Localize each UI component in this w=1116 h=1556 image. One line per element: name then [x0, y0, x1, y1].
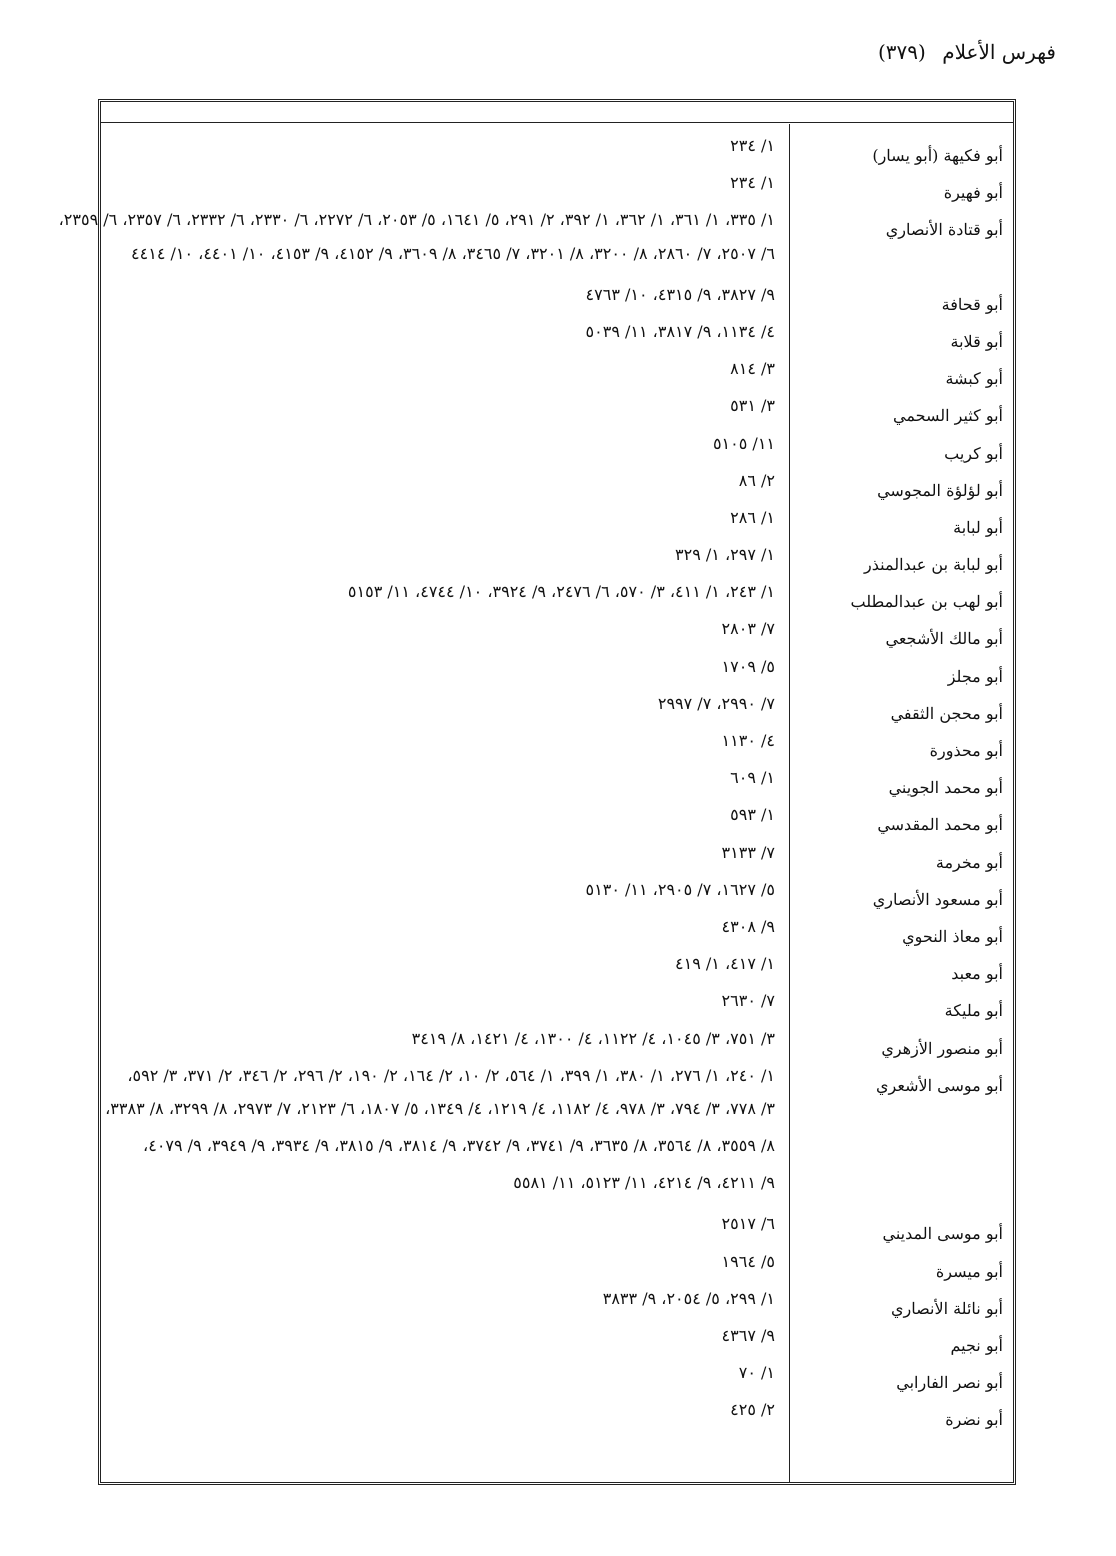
entry-name: أبو نضرة [945, 1410, 1003, 1430]
index-entry [58, 204, 1013, 241]
index-entry [101, 502, 1013, 539]
entry-references: ١/ ٢٨٦ [730, 507, 775, 527]
index-entry [101, 428, 1013, 465]
entry-references: ٨/ ٣٥٥٩، ٨/ ٣٥٦٤، ٨/ ٣٦٣٥، ٩/ ٣٧٤١، ٩/ ٣٧٤٢، ٩/ ٣٨١٤، ٩/ ٣٨١٥، ٩/ ٣٩٣٤، ٩/ ٣٩٤٩، ٩/ ٤٠٧٩، [143, 1136, 775, 1156]
index-entry [101, 167, 1013, 204]
page-header [878, 40, 1056, 64]
entry-references: ٢/ ٤٢٥ [730, 1400, 775, 1420]
index-entry [101, 837, 1013, 874]
page-title: فهرس الأعلام [942, 40, 1056, 64]
index-entry [101, 762, 1013, 799]
index-entry [101, 1171, 1013, 1208]
entry-references: ١١/ ٥١٠٥ [712, 433, 775, 453]
entry-name: أبو مخرمة [935, 852, 1003, 872]
entry-name: أبو فكيهة (أبو يسار) [872, 146, 1003, 165]
index-entry [101, 465, 1013, 502]
entry-references: ٤/ ١١٣٠ [721, 731, 775, 750]
entry-name: أبو لؤلؤة المجوسي [877, 480, 1003, 500]
entry-name: أبو قحافة [941, 294, 1003, 314]
entry-name: أبو قلابة [950, 331, 1003, 351]
index-entry [101, 390, 1013, 427]
entry-name: أبو مليكة [944, 1001, 1003, 1021]
entry-references: ٩/ ٤٣٠٨ [721, 916, 775, 936]
entry-name: أبو نصر الفارابي [896, 1373, 1003, 1393]
index-entry [101, 725, 1013, 762]
entry-references: ١/ ٢٩٩، ٥/ ٢٠٥٤، ٩/ ٣٨٣٣ [602, 1288, 775, 1308]
index-entry [101, 688, 1013, 725]
entry-references: ٦/ ٢٥١٧ [721, 1214, 775, 1234]
entry-references: ٣/ ٥٣١ [730, 396, 775, 416]
index-entry [101, 1246, 1013, 1283]
index-entry [101, 1023, 1013, 1060]
entry-name: أبو فهيرة [943, 183, 1003, 203]
entry-name: أبو محمد المقدسي [877, 815, 1003, 835]
index-entry [101, 316, 1013, 353]
index-table [58, 99, 1016, 1485]
entry-references: ٩/ ٣٨٢٧، ٩/ ٤٣١٥، ١٠/ ٤٧٦٣ [585, 284, 775, 304]
index-entry [101, 539, 1013, 576]
entry-references: ٣/ ٧٥١، ٣/ ١٠٤٥، ٤/ ١١٢٢، ٤/ ١٣٠٠، ٤/ ١٤٢١، ٨/ ٣٤١٩ [411, 1028, 775, 1048]
entry-name: أبو كثير السحمي [893, 406, 1003, 426]
entry-name: أبو كريب [944, 443, 1003, 463]
entry-name: أبو معبد [951, 964, 1003, 984]
index-entry [101, 1208, 1013, 1245]
index-entry [101, 613, 1013, 650]
entry-name: أبو كبشة [945, 369, 1003, 389]
entry-references: ١/ ٢٣٤ [730, 136, 775, 155]
entry-name: أبو محجن الثقفي [890, 703, 1003, 723]
index-entry [101, 353, 1013, 390]
index-entry [101, 874, 1013, 911]
entry-references: ٩/ ٤٣٦٧ [721, 1326, 775, 1345]
entry-name: أبو مسعود الأنصاري [872, 889, 1003, 909]
entry-references: ٥/ ١٩٦٤ [721, 1251, 775, 1271]
index-entry [101, 948, 1013, 985]
index-entry [101, 242, 1013, 279]
index-rows [58, 130, 1013, 1432]
entry-name: أبو نجيم [950, 1336, 1003, 1355]
entry-references: ٧/ ٣١٣٣ [721, 842, 775, 862]
entry-references: ٧/ ٢٩٩٠، ٧/ ٢٩٩٧ [657, 693, 775, 713]
entry-references: ٥/ ١٦٢٧، ٧/ ٢٩٠٥، ١١/ ٥١٣٠ [585, 879, 775, 899]
entry-references: ٤/ ١١٣٤، ٩/ ٣٨١٧، ١١/ ٥٠٣٩ [585, 321, 775, 341]
entry-name: أبو نائلة الأنصاري [890, 1298, 1003, 1318]
entry-references: ١/ ٢٤٠، ١/ ٢٧٦، ١/ ٣٨٠، ١/ ٣٩٩، ١/ ٥٦٤، ٢/ ١٠، ٢/ ١٦٤، ٢/ ١٩٠، ٢/ ٢٩٦، ٢/ ٣٤٦، ٢/ ٣٧١، ٣/ ٥٩٢، [127, 1065, 775, 1085]
entry-name: أبو محذورة [929, 741, 1003, 760]
entry-references: ٣/ ٨١٤ [730, 359, 775, 379]
entry-references: ١/ ٢٣٤ [730, 173, 775, 193]
entry-references: ٥/ ١٧٠٩ [721, 656, 775, 676]
entry-name: أبو مالك الأشجعي [885, 629, 1003, 649]
index-entry [101, 1134, 1013, 1171]
index-entry [101, 1283, 1013, 1320]
entry-name: أبو موسى الأشعري [876, 1075, 1003, 1095]
entry-name: أبو معاذ النحوي [902, 926, 1003, 946]
index-entry [101, 130, 1013, 167]
entry-name: أبو مجلز [947, 666, 1003, 686]
entry-name: أبو قتادة الأنصاري [885, 220, 1003, 240]
entry-references: ٩/ ٤٢١١، ٩/ ٤٢١٤، ١١/ ٥١٢٣، ١١/ ٥٥٨١ [513, 1173, 775, 1193]
entry-name: أبو لبابة بن عبدالمنذر [864, 555, 1003, 575]
entry-references: ١/ ٦٠٩ [730, 768, 775, 788]
entry-references: ١/ ٢٩٧، ١/ ٣٢٩ [675, 545, 775, 565]
entry-references: ١/ ٤١٧، ١/ ٤١٩ [675, 954, 775, 974]
entry-name: أبو لهب بن عبدالمطلب [850, 592, 1003, 612]
page-number: (٣٧٩) [877, 40, 926, 64]
entry-name: أبو منصور الأزهري [881, 1038, 1003, 1058]
entry-references: ١/ ٧٠ [738, 1363, 775, 1383]
entry-name: أبو محمد الجويني [888, 778, 1003, 798]
index-entry [101, 799, 1013, 836]
index-entry [101, 985, 1013, 1022]
entry-name: أبو ميسرة [935, 1261, 1003, 1281]
entry-name: أبو موسى المديني [882, 1224, 1003, 1244]
index-entry [101, 1394, 1013, 1431]
index-entry [101, 651, 1013, 688]
entry-references: ٣/ ٧٧٨، ٣/ ٧٩٤، ٣/ ٩٧٨، ٤/ ١١٨٢، ٤/ ١٢١٩، ٤/ ١٣٤٩، ٥/ ١٨٠٧، ٦/ ٢١٢٣، ٧/ ٢٩٧٣، ٨/ ٣٢٩٩، ٨/ ٣٣٨٣، [105, 1098, 775, 1118]
table-top-rule [101, 122, 1013, 123]
entry-references: ١/ ٢٤٣، ١/ ٤١١، ٣/ ٥٧٠، ٦/ ٢٤٧٦، ٩/ ٣٩٢٤، ١٠/ ٤٧٤٤، ١١/ ٥١٥٣ [347, 582, 775, 602]
entry-references: ١/ ٥٩٣ [730, 805, 775, 825]
index-entry [101, 1357, 1013, 1394]
entry-references: ٦/ ٢٥٠٧، ٧/ ٢٨٦٠، ٨/ ٣٢٠٠، ٨/ ٣٢٠١، ٧/ ٣٤٦٥، ٨/ ٣٦٠٩، ٩/ ٤١٥٢، ٩/ ٤١٥٣، ١٠/ ٤٤٠١، ١٠/ ٤٤١٤ [131, 243, 775, 263]
index-entry [101, 279, 1013, 316]
index-entry [101, 911, 1013, 948]
entry-name: أبو لبابة [953, 517, 1003, 537]
index-entry [101, 1320, 1013, 1357]
index-entry [101, 1060, 1013, 1097]
entry-references: ١/ ٣٣٥، ١/ ٣٦١، ١/ ٣٦٢، ١/ ٣٩٢، ٢/ ٢٩١، ٥/ ١٦٤١، ٥/ ٢٠٥٣، ٦/ ٢٢٧٢، ٦/ ٢٣٣٠، ٦/ ٢٣٣٢، ٦/ ٢٣٥٧، ٦/ ٢٣٥٩، [58, 210, 775, 230]
entry-references: ٧/ ٢٦٣٠ [721, 991, 775, 1011]
entry-references: ٢/ ٨٦ [738, 470, 775, 490]
index-entry [101, 576, 1013, 613]
index-entry [101, 1097, 1013, 1134]
entry-references: ٧/ ٢٨٠٣ [721, 619, 775, 639]
